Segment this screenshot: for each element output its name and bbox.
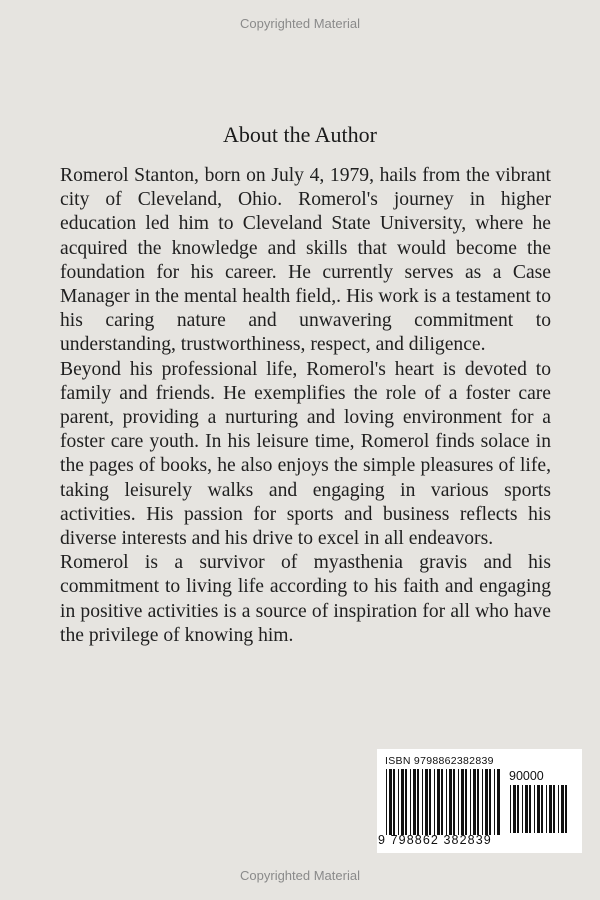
barcode-bar [425, 769, 428, 835]
barcode-bar [461, 769, 464, 835]
barcode-bar [529, 785, 531, 833]
barcode-bar [497, 769, 500, 835]
barcode-digits: 9 798862 382839 [378, 833, 492, 847]
barcode-bar [398, 769, 399, 835]
barcode-bar [485, 769, 488, 835]
barcode-bar [561, 785, 564, 833]
barcode-bar [494, 769, 495, 835]
barcode-bar [413, 769, 416, 835]
barcode-bar [553, 785, 555, 833]
author-bio [60, 164, 551, 648]
watermark-top: Copyrighted Material [240, 16, 360, 31]
barcode-bar [541, 785, 543, 833]
barcode-bar [513, 785, 516, 833]
barcode-bar [482, 769, 483, 835]
watermark-bottom: Copyrighted Material [240, 868, 360, 883]
barcode-bar [453, 769, 455, 835]
barcode-bar [405, 769, 407, 835]
barcode-bar [393, 769, 395, 835]
barcode-bar [458, 769, 459, 835]
barcode-bar [537, 785, 540, 833]
barcode-bar [465, 769, 467, 835]
barcode-bar [389, 769, 392, 835]
isbn-label: ISBN 9798862382839 [385, 755, 494, 767]
barcode-bar [473, 769, 476, 835]
barcode-bar [549, 785, 552, 833]
barcode-bar [558, 785, 559, 833]
barcode-bar [565, 785, 567, 833]
bio-paragraph-2: Beyond his professional life, Romerol's heart is devoted to family and friends. He exemplifies the role of a foster care parent, providing a nurturing and loving environment for a foster care youth. In his leisure time, Romerol finds solace in the pages of books, he also enjoys the simple pleasures of life, taking leisurely walks and engaging in various sports activities. His passion for sports and business reflects his diverse interests and his drive to excel in all endeavors. [60, 358, 551, 550]
barcode-bar [446, 769, 447, 835]
barcode-bar [525, 785, 528, 833]
barcode-bar [422, 769, 423, 835]
barcode-bar [517, 785, 519, 833]
bio-paragraph-1: Romerol Stanton, born on July 4, 1979, hails from the vibrant city of Cleveland, Ohio. Romerol's journey in higher education led him to Cleveland State University, where he acquired the knowledge and skills that would become the foundation for his career. He currently serves as a Case Manager in the mental health field,. His work is a testament to his caring nature and unwavering commitment to understanding, trustworthiness, respect, and diligence. [60, 165, 551, 356]
barcode-bars [384, 769, 502, 835]
barcode-bar [546, 785, 547, 833]
barcode-bar [441, 769, 443, 835]
barcode-bar [417, 769, 419, 835]
barcode-bar [437, 769, 440, 835]
barcode-bar [522, 785, 523, 833]
barcode-bar [534, 785, 535, 833]
barcode-bar [489, 769, 491, 835]
isbn-barcode-box [377, 749, 582, 853]
barcode-addon-bars [508, 785, 572, 849]
bio-paragraph-3: Romerol is a survivor of myasthenia gravis and his commitment to living life according to his faith and engaging in positive activities is a source of inspiration for all who have the privilege of knowing him. [60, 552, 551, 646]
barcode-bar [477, 769, 479, 835]
page-title: About the Author [223, 122, 377, 147]
barcode-bar [386, 769, 387, 835]
barcode-bar [429, 769, 431, 835]
barcode-bar [470, 769, 471, 835]
barcode-bar [449, 769, 452, 835]
barcode-bar [401, 769, 404, 835]
barcode-bar [410, 769, 411, 835]
barcode-bar [434, 769, 435, 835]
barcode-bar [510, 785, 511, 833]
barcode-addon-code: 90000 [509, 769, 544, 783]
